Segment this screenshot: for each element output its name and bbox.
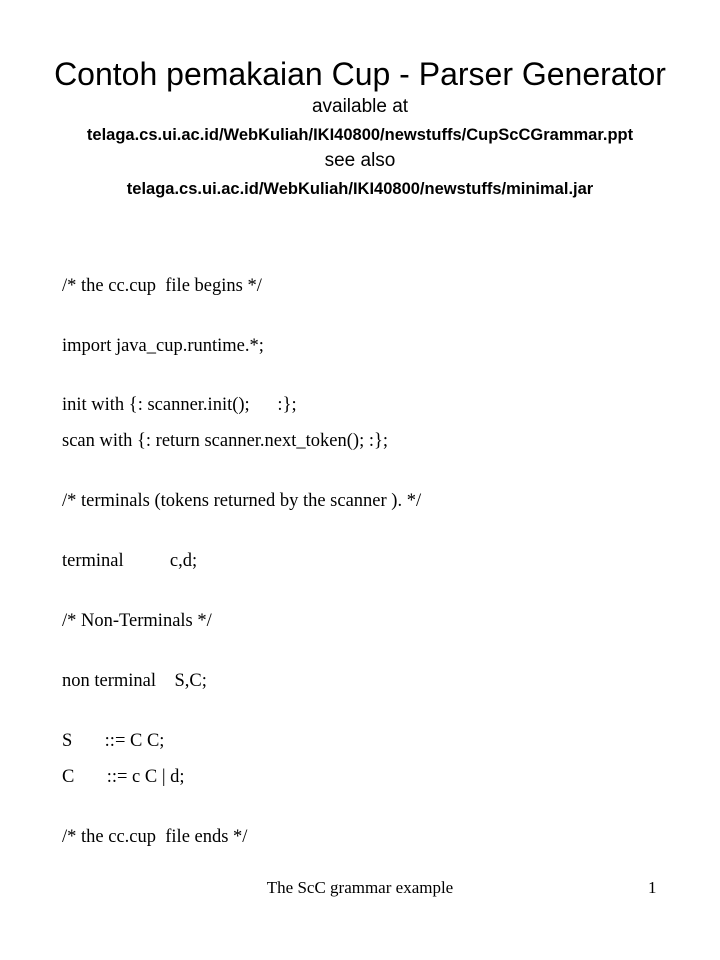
code-line: init with {: scanner.init(); :}; — [62, 395, 297, 415]
available-url: telaga.cs.ui.ac.id/WebKuliah/IKI40800/newstuffs/CupScCGrammar.ppt — [86, 126, 634, 144]
code-line: C ::= c C | d; — [62, 767, 185, 787]
code-line: import java_cup.runtime.*; — [62, 336, 264, 356]
slide-title: Contoh pemakaian Cup - Parser Generator — [54, 56, 666, 92]
available-label: available at — [311, 96, 409, 117]
code-line: S ::= C C; — [62, 731, 165, 751]
code-line: /* Non-Terminals */ — [62, 611, 212, 631]
code-line: /* the cc.cup file begins */ — [62, 276, 262, 296]
code-line: terminal c,d; — [62, 551, 198, 571]
see-also-url: telaga.cs.ui.ac.id/WebKuliah/IKI40800/newstuffs/minimal.jar — [126, 180, 594, 198]
code-line: /* terminals (tokens returned by the scanner ). */ — [62, 491, 422, 511]
footer-title: The ScC grammar example — [266, 878, 454, 897]
see-also-label: see also — [324, 150, 396, 171]
code-line: non terminal S,C; — [62, 671, 207, 691]
page-number: 1 — [648, 878, 657, 897]
code-line: scan with {: return scanner.next_token(); :}; — [62, 431, 388, 451]
code-line: /* the cc.cup file ends */ — [62, 827, 248, 847]
